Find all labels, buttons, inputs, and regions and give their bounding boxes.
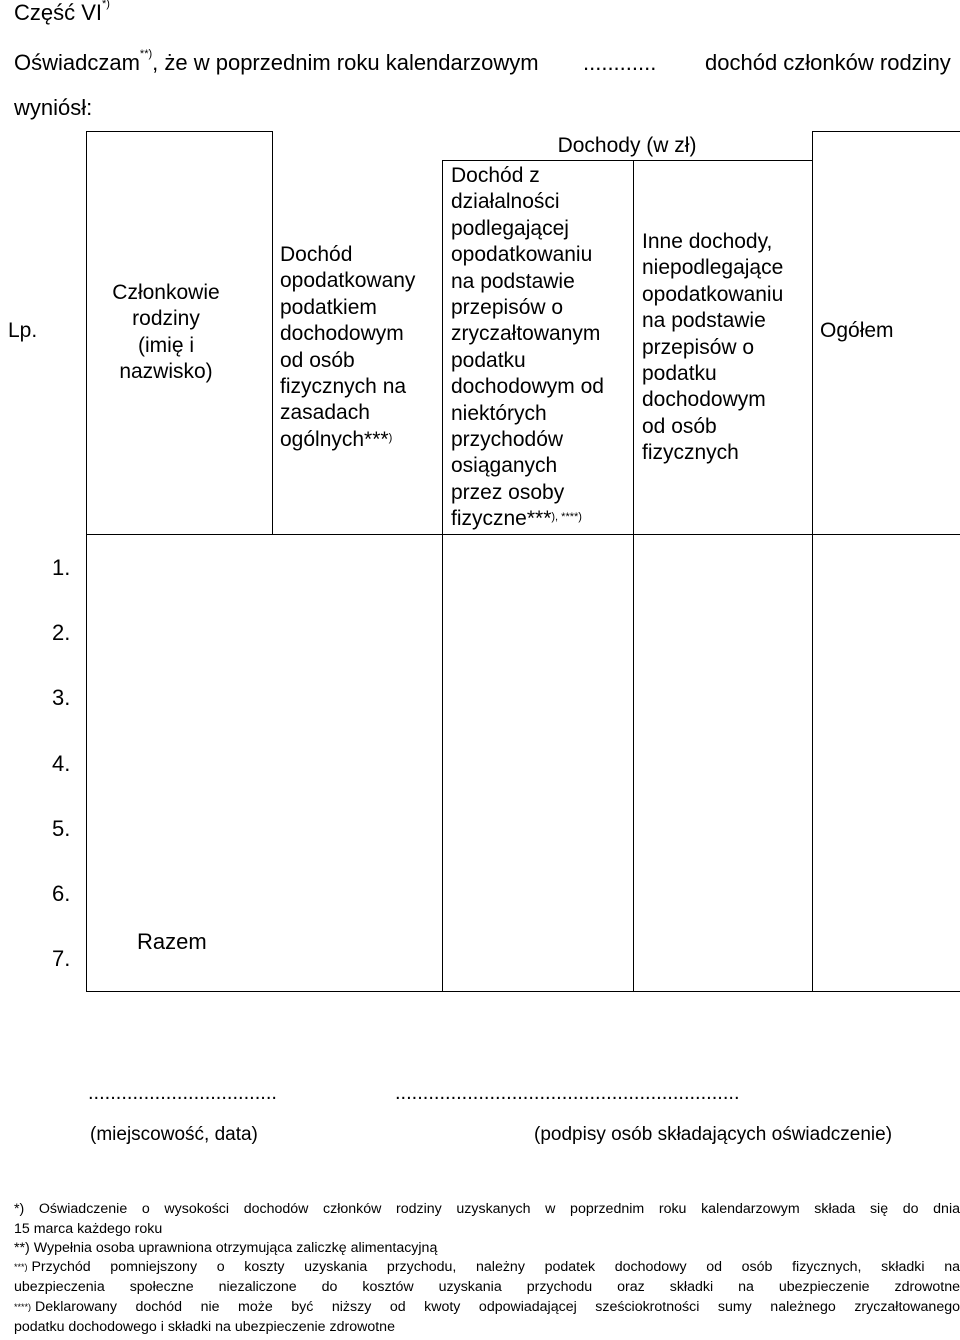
row-number: 5.: [52, 816, 71, 841]
other-line: fizycznych: [642, 441, 739, 465]
flat-line: niektórych: [451, 401, 547, 425]
income-group-header: Dochody (w zł): [557, 134, 697, 157]
footnote-4-line-2: podatku dochodowego i składki na ubezpieczenie zdrowotne: [14, 1319, 395, 1335]
row-number: 2.: [52, 620, 71, 645]
flat-last-mark: ), ****): [551, 511, 582, 524]
general-line: podatkiem: [280, 295, 377, 319]
footnote-1-line-1: *) Oświadczenie o wysokości dochodów członków rodziny uzyskanych w poprzednim roku kalendarzowym składa się do dnia: [14, 1201, 960, 1217]
row-number: 3.: [52, 685, 71, 710]
footnote-3-text: Przychód pomniejszony o koszty uzyskania przychodu, należny podatek dochodowy od osób fizycznych, składki na: [31, 1259, 960, 1275]
statement-mark: **): [139, 48, 153, 60]
flat-line: przepisów o: [451, 296, 564, 320]
column-header-other-income: [642, 229, 783, 467]
other-line: Inne dochody,: [642, 230, 773, 253]
general-last-text: ogólnych***: [280, 427, 389, 451]
column-header-members: [86, 280, 246, 386]
footnote-4-mark: ****): [14, 1302, 32, 1312]
part-title-text: Część VI: [14, 0, 103, 25]
footnote-3-mark: ***): [14, 1262, 28, 1272]
footnote-2: **) Wypełnia osoba uprawniona otrzymująca zaliczkę alimentacyjną: [14, 1240, 438, 1256]
flat-line: podlegającej: [451, 216, 569, 240]
row-number: 1.: [52, 555, 71, 580]
other-line: przepisów o: [642, 335, 755, 359]
other-line: dochodowym: [642, 388, 766, 412]
place-date-dotted-line: ..................................: [88, 1082, 277, 1104]
flat-line-last: [451, 506, 604, 532]
general-line: od osób: [280, 348, 355, 372]
statement-start: Oświadczam: [14, 50, 140, 75]
row-number: 6.: [52, 881, 71, 906]
members-line: Członkowie: [112, 281, 220, 304]
column-header-total: Ogółem: [820, 319, 894, 342]
members-line: (imię i: [138, 333, 194, 357]
footnote-1-line-2: 15 marca każdego roku: [14, 1221, 163, 1237]
footnote-3-line-2: ubezpieczenia społeczne niezaliczone do kosztów uzyskania przychodu oraz składki na ubezpieczenie zdrowotne: [14, 1279, 960, 1295]
row-number: 7.: [52, 946, 71, 971]
signatures-caption: (podpisy osób składających oświadczenie): [534, 1124, 893, 1145]
column-header-general-income: [280, 242, 415, 453]
general-line-last: [280, 427, 415, 453]
row-number: 4.: [52, 751, 71, 776]
footnote-3-lead: [14, 1258, 31, 1278]
flat-line: podatku: [451, 348, 526, 372]
flat-line: Dochód z: [451, 164, 540, 187]
part-title: [14, 0, 110, 26]
footnote-3-line-1: [14, 1258, 960, 1278]
flat-line: na podstawie: [451, 269, 575, 293]
other-line: na podstawie: [642, 309, 766, 333]
flat-line: dochodowym od: [451, 375, 604, 399]
signature-dotted-line: ..............................................................: [395, 1082, 740, 1104]
footnote-4-text: Deklarowany dochód nie może być niższy od kwoty odpowiadającej sześciokrotności sumy należnego zryczałtowanego: [34, 1299, 960, 1315]
column-header-flat-rate-income: [451, 163, 604, 533]
statement-dots: ............: [583, 50, 657, 75]
flat-line: przez osoby: [451, 480, 565, 504]
sum-row-label: Razem: [137, 929, 207, 954]
statement-line: [14, 50, 539, 76]
flat-line: działalności: [451, 190, 560, 214]
general-line: zasadach: [280, 401, 370, 425]
other-line: niepodlegające: [642, 256, 784, 280]
general-line: opodatkowany: [280, 269, 416, 293]
other-line: podatku: [642, 362, 717, 386]
flat-last-text: fizyczne***: [451, 507, 552, 531]
members-line: rodziny: [132, 307, 200, 331]
flat-line: zryczałtowanym: [451, 322, 601, 346]
statement-mid: , że w poprzednim roku kalendarzowym: [152, 50, 539, 75]
statement-line-2: wyniósł:: [14, 95, 93, 120]
general-line: Dochód: [280, 243, 353, 266]
general-last-mark: ): [388, 431, 393, 444]
place-date-caption: (miejscowość, data): [90, 1124, 258, 1145]
flat-line: osiąganych: [451, 454, 558, 478]
members-line: nazwisko): [119, 360, 213, 384]
statement-end: dochód członków rodziny: [705, 50, 951, 75]
other-line: opodatkowaniu: [642, 282, 784, 306]
general-line: fizycznych na: [280, 375, 407, 399]
general-line: dochodowym: [280, 322, 404, 346]
flat-line: opodatkowaniu: [451, 243, 593, 267]
part-footnote-mark: *): [102, 0, 110, 10]
column-header-lp: Lp.: [8, 319, 38, 342]
flat-line: przychodów: [451, 428, 564, 452]
other-line: od osób: [642, 414, 717, 438]
